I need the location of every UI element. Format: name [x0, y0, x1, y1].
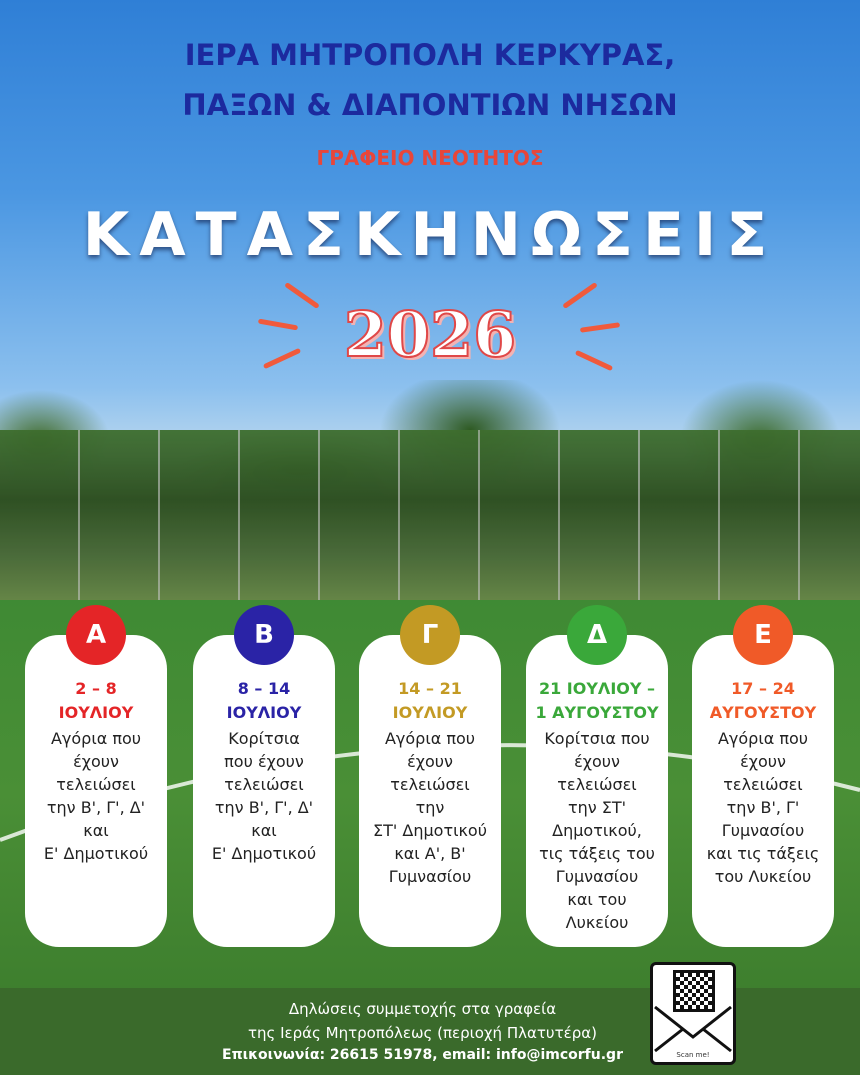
qr-envelope[interactable] — [650, 962, 736, 1065]
scan-label: Scan me! — [676, 1051, 710, 1059]
camp-description: Αγόρια που έχουν τελειώσει την Β', Γ', Δ' και Ε' Δημοτικού — [43, 729, 149, 863]
camp-description: Αγόρια που έχουν τελειώσει την ΣΤ' Δημοτικού και Α', Β' Γυμνασίου — [373, 729, 487, 886]
camp-card — [25, 620, 167, 947]
qr-code[interactable] — [673, 970, 715, 1012]
camp-letter-badge: Α — [66, 605, 126, 665]
camp-date-range: 2 – 8 — [75, 679, 117, 698]
year: 2026 — [343, 298, 517, 371]
header-line-1: ΙΕΡΑ ΜΗΤΡΟΠΟΛΗ ΚΕΡΚΥΡΑΣ, — [184, 38, 676, 72]
footer-line-1: Δηλώσεις συμμετοχής στα γραφεία — [288, 1000, 557, 1018]
main-title: ΚΑΤΑΣΚΗΝΩΣΕΙΣ — [82, 200, 778, 270]
camp-date-month: 1 ΑΥΓΟΥΣΤΟΥ — [535, 703, 659, 722]
office-subtitle: ΓΡΑΦΕΙΟ ΝΕΟΤΗΤΟΣ — [316, 146, 544, 170]
camp-date-month: ΙΟΥΛΙΟΥ — [392, 703, 468, 722]
footer-contact: Επικοινωνία: 26615 51978, email: info@imcorfu.gr — [222, 1047, 623, 1063]
camp-letter-badge: Ε — [733, 605, 793, 665]
camp-card — [692, 620, 834, 947]
camp-description: Αγόρια που έχουν τελειώσει την Β', Γ' Γυμνασίου και τις τάξεις του Λυκείου — [706, 729, 820, 886]
camp-card — [526, 620, 668, 947]
camp-date-range: 17 – 24 — [731, 679, 795, 698]
camp-date-range: 21 ΙΟΥΛΙΟΥ – — [538, 679, 656, 698]
camp-letter-badge: Γ — [400, 605, 460, 665]
camp-date-month: ΙΟΥΛΙΟΥ — [226, 703, 302, 722]
camp-date-month: ΙΟΥΛΙΟΥ — [58, 703, 134, 722]
camp-date-month: ΑΥΓΟΥΣΤΟΥ — [709, 703, 817, 722]
fence-background — [0, 430, 860, 605]
camp-card — [359, 620, 501, 947]
camp-description: Κορίτσια που έχουν τελειώσει την Β', Γ', Δ' και Ε' Δημοτικού — [211, 729, 317, 863]
camp-date-range: 8 – 14 — [237, 679, 291, 698]
header-line-2: ΠΑΞΩΝ & ΔΙΑΠΟΝΤΙΩΝ ΝΗΣΩΝ — [182, 88, 678, 122]
footer-line-2: της Ιεράς Μητροπόλεως (περιοχή Πλατυτέρα) — [248, 1024, 597, 1042]
camp-description: Κορίτσια που έχουν τελειώσει την ΣΤ' Δημοτικού, τις τάξεις του Γυμνασίου και του Λυκείου — [539, 729, 655, 932]
camp-letter-badge: Δ — [567, 605, 627, 665]
camp-letter-badge: Β — [234, 605, 294, 665]
camp-date-range: 14 – 21 — [398, 679, 462, 698]
camp-card — [193, 620, 335, 947]
